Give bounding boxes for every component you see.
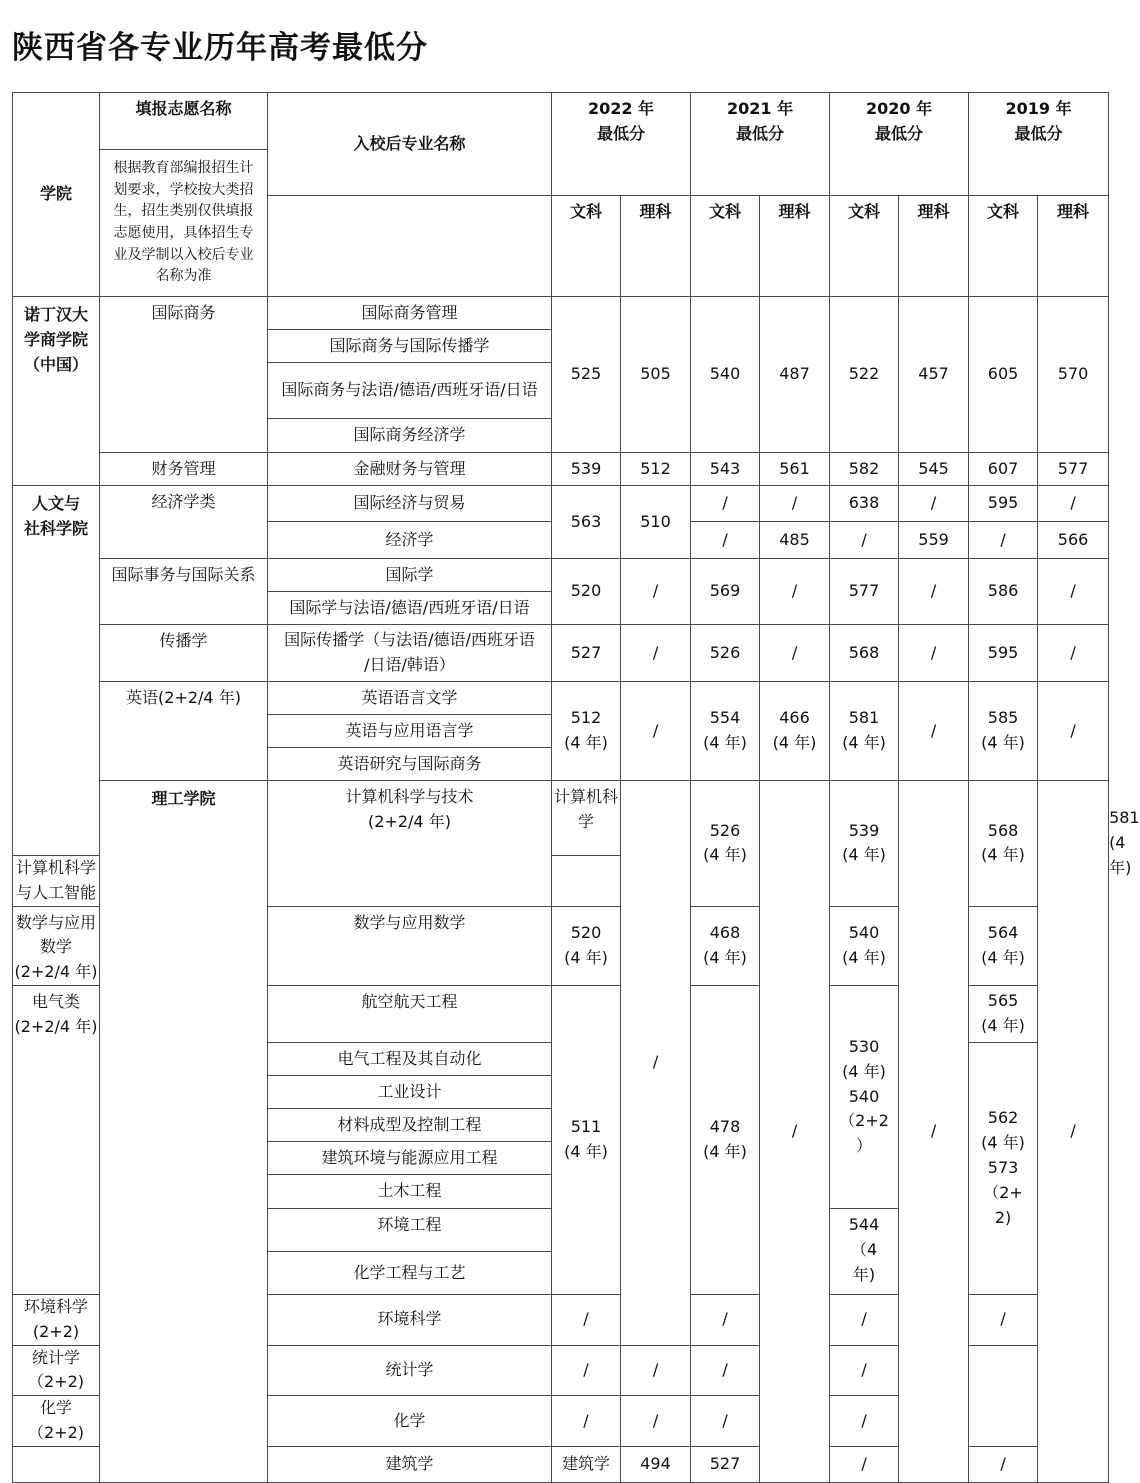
score-cell: /: [1038, 781, 1109, 1483]
major-ec2: 经济学: [268, 522, 552, 559]
major-ia1: 国际学: [268, 559, 552, 592]
score-cell: 585 (4 年): [969, 682, 1038, 781]
score-cell: 605: [969, 297, 1038, 453]
header-year-2021: 2021 年 最低分: [691, 93, 830, 196]
score-cell: /: [760, 486, 830, 522]
score-cell: /: [1038, 625, 1109, 682]
score-cell: 485: [760, 522, 830, 559]
score-cell: /: [830, 1345, 899, 1396]
score-cell: 570: [1038, 297, 1109, 453]
score-cell: 527: [552, 625, 621, 682]
score-cell: 559: [899, 522, 969, 559]
major-ch1: 化学: [268, 1396, 552, 1447]
score-cell: 595: [969, 486, 1038, 522]
group-ee: 电气类 (2+2/4 年): [13, 985, 100, 1294]
college-se: 理工学院: [100, 781, 268, 1483]
major-en1: 英语语言文学: [268, 682, 552, 715]
score-cell: /: [621, 625, 691, 682]
score-cell: /: [830, 522, 899, 559]
score-cell: 526 (4 年): [691, 781, 760, 907]
major-ar1: 建筑学: [552, 1446, 621, 1482]
header-major-after: 入校后专业名称: [268, 93, 552, 196]
major-ma1: 数学与应用数学: [268, 906, 552, 985]
score-cell: 512 (4 年): [552, 682, 621, 781]
major-ee8: 化学工程与工艺: [268, 1251, 552, 1294]
score-cell: 527: [691, 1446, 760, 1482]
score-cell: 577: [1038, 453, 1109, 486]
score-cell: 543: [691, 453, 760, 486]
score-cell: /: [899, 559, 969, 625]
score-cell: 561: [760, 453, 830, 486]
major-fm1: 金融财务与管理: [268, 453, 552, 486]
score-cell: /: [552, 1396, 621, 1447]
major-es1: 环境科学: [268, 1294, 552, 1345]
score-cell: /: [621, 1345, 691, 1396]
score-cell: 569: [691, 559, 760, 625]
score-cell: 539: [552, 453, 621, 486]
score-cell: /: [899, 781, 969, 1483]
major-ee1: 航空航天工程: [268, 985, 552, 1042]
major-en3: 英语研究与国际商务: [268, 748, 552, 781]
score-cell: /: [621, 1396, 691, 1447]
score-cell: 512: [621, 453, 691, 486]
score-cell: 540 (4 年): [830, 906, 899, 985]
score-cell: 566: [1038, 522, 1109, 559]
score-cell: 595: [969, 625, 1038, 682]
group-eng: 英语(2+2/4 年): [100, 682, 268, 781]
group-cs: 计算机科学与技术 (2+2/4 年): [268, 781, 552, 907]
score-cell: /: [1038, 559, 1109, 625]
major-ee2: 电气工程及其自动化: [268, 1042, 552, 1075]
major-ib1: 国际商务管理: [268, 297, 552, 330]
major-ee7: 环境工程: [268, 1208, 552, 1251]
group-math: 数学与应用数学 (2+2/4 年): [13, 906, 100, 985]
header-li: 理科: [760, 196, 830, 297]
score-cell: 525: [552, 297, 621, 453]
major-ib2: 国际商务与国际传播学: [268, 330, 552, 363]
score-cell: 562 (4 年) 573 （2+ 2): [969, 1042, 1038, 1294]
score-table: 学院 填报志愿名称 入校后专业名称 2022 年 最低分 2021 年 最低分 2020 年 最低分 2019 年 最低分 根据教育部编报招生计划要求，学校按大类招生，招生类别仅供填报志愿使用，具体招生专业及学制以入校后专业名称为准 文科 理科 文科 理科 文科 理科 文科 理科 诺丁汉大 学商学院 （中国） 国际商务 国际商务管理 525 505 540 487 522 457 605 570 国际商务与国际传播学 国际商务与法语/德语/西班牙语/日语 国际商务经济学 财务管理 金融财务与管理 539 512 543 561 582 545 607 577 人文与 社科学院 经济学类 国际经济与贸易 563 510 / / 638 / 595 / 经济学 / 485 / 559 / 566 国际事务与国际关系 国际学 520 / 569 / 577 / 586 / 国际学与法语/德语/西班牙语/日语 传播学 国际传播学（与法语/德语/西班牙语 /日语/韩语） 527 / 526 / 568 / 595 / 英语(2+2/4 年) 英语语言文学 512 (4 年) / 554 (4 年) 466 (4 年) 581 (4 年) / 585 (4 年) / 英语与应用语言学 英语研究与国际商务 理工学院 计算机科学与技术 (2+2/4 年) 计算机科学 / 526 (4 年) / 539 (4 年) / 568 (4 年) / 581 (4 年) 计算机科学与人工智能 数学与应用数学 (2+2/4 年) 数学与应用数学 520 (4 年) 468 (4 年) 540 (4 年) 564 (4 年) 电气类 (2+2/4 年) 航空航天工程 511 (4 年) 478 (4 年) 530 (4 年) 540 （2+2 ） 565 (4 年) 电气工程及其自动化 562 (4 年) 573 （2+ 2) 工业设计 材料成型及控制工程 建筑环境与能源应用工程 土木工程 环境工程 544 （4 年) 化学工程与工艺 环境科学(2+2) 环境科学 / / / / 统计学（2+2) 统计学 / / / / 化学（2+2) 化学 / / / / 建筑学 建筑学 494 527 / /: [12, 92, 1109, 1483]
header-blank: [268, 196, 552, 297]
page-title: 陕西省各专业历年高考最低分: [12, 30, 428, 66]
score-cell: 520 (4 年): [552, 906, 621, 985]
score-cell: 487: [760, 297, 830, 453]
score-cell: 586: [969, 559, 1038, 625]
score-cell: 457: [899, 297, 969, 453]
group-stat: 统计学（2+2): [13, 1345, 100, 1396]
score-cell: 568 (4 年): [969, 781, 1038, 907]
score-cell: 510: [621, 486, 691, 559]
group-arch: 建筑学: [268, 1446, 552, 1482]
header-wen: 文科: [830, 196, 899, 297]
score-cell: 522: [830, 297, 899, 453]
score-cell: 478 (4 年): [691, 985, 760, 1294]
score-cell: /: [830, 1294, 899, 1345]
score-cell: 565 (4 年): [969, 985, 1038, 1042]
header-apply-name: 填报志愿名称: [100, 93, 268, 150]
header-wen: 文科: [691, 196, 760, 297]
score-cell: /: [760, 559, 830, 625]
score-cell: /: [899, 625, 969, 682]
group-fm: 财务管理: [100, 453, 268, 486]
major-ib4: 国际商务经济学: [268, 419, 552, 453]
score-cell: /: [1038, 486, 1109, 522]
score-cell: 607: [969, 453, 1038, 486]
major-ee3: 工业设计: [268, 1075, 552, 1108]
score-cell: /: [760, 625, 830, 682]
score-cell: /: [969, 522, 1038, 559]
score-cell: 638: [830, 486, 899, 522]
header-li: 理科: [621, 196, 691, 297]
header-li: 理科: [1038, 196, 1109, 297]
score-cell: 539 (4 年): [830, 781, 899, 907]
score-cell: /: [1038, 682, 1109, 781]
major-ee4: 材料成型及控制工程: [268, 1108, 552, 1141]
score-cell: 582: [830, 453, 899, 486]
header-li: 理科: [899, 196, 969, 297]
group-econ: 经济学类: [100, 486, 268, 559]
score-cell: 544 （4 年): [830, 1208, 899, 1294]
group-iair: 国际事务与国际关系: [100, 559, 268, 625]
score-cell: /: [691, 1396, 760, 1447]
score-cell: /: [760, 781, 830, 1483]
score-cell: /: [691, 522, 760, 559]
major-cs2: 计算机科学与人工智能: [13, 856, 100, 907]
major-st1: 统计学: [268, 1345, 552, 1396]
score-cell: 564 (4 年): [969, 906, 1038, 985]
college-nbs: 诺丁汉大 学商学院 （中国）: [13, 297, 100, 486]
header-year-2020: 2020 年 最低分: [830, 93, 969, 196]
group-comm: 传播学: [100, 625, 268, 682]
major-cm1: 国际传播学（与法语/德语/西班牙语 /日语/韩语）: [268, 625, 552, 682]
header-college: 学院: [13, 93, 100, 297]
score-cell: 545: [899, 453, 969, 486]
score-cell: /: [969, 1446, 1038, 1482]
score-cell: 530 (4 年) 540 （2+2 ）: [830, 985, 899, 1208]
header-note: 根据教育部编报招生计划要求，学校按大类招生，招生类别仅供填报志愿使用，具体招生专业及学制以入校后专业名称为准: [100, 150, 268, 297]
score-cell: 468 (4 年): [691, 906, 760, 985]
score-cell: 526: [691, 625, 760, 682]
score-cell: /: [552, 1345, 621, 1396]
header-wen: 文科: [969, 196, 1038, 297]
major-en2: 英语与应用语言学: [268, 715, 552, 748]
group-ib: 国际商务: [100, 297, 268, 453]
score-cell: /: [621, 781, 691, 1346]
score-cell: /: [691, 1294, 760, 1345]
header-wen: 文科: [552, 196, 621, 297]
score-cell: /: [552, 1294, 621, 1345]
score-cell: /: [621, 559, 691, 625]
score-cell: /: [691, 1345, 760, 1396]
group-chem: 化学（2+2): [13, 1396, 100, 1447]
major-ee5: 建筑环境与能源应用工程: [268, 1141, 552, 1174]
score-cell: 505: [621, 297, 691, 453]
score-cell: 563: [552, 486, 621, 559]
score-cell: 581 (4 年): [830, 682, 899, 781]
score-cell: /: [899, 682, 969, 781]
blank-cell: [13, 1446, 100, 1482]
score-cell: /: [969, 1294, 1038, 1345]
major-ia2: 国际学与法语/德语/西班牙语/日语: [268, 592, 552, 625]
major-cs1: 计算机科学: [552, 781, 621, 856]
score-cell: 494: [621, 1446, 691, 1482]
major-ib3: 国际商务与法语/德语/西班牙语/日语: [268, 363, 552, 419]
major-ec1: 国际经济与贸易: [268, 486, 552, 522]
score-cell: 568: [830, 625, 899, 682]
score-cell: 466 (4 年): [760, 682, 830, 781]
major-ee6: 土木工程: [268, 1174, 552, 1208]
college-hss: 人文与 社科学院: [13, 486, 100, 856]
group-envsci: 环境科学(2+2): [13, 1294, 100, 1345]
score-cell: 511 (4 年): [552, 985, 621, 1294]
score-cell: 577: [830, 559, 899, 625]
score-cell: /: [621, 682, 691, 781]
score-cell: /: [830, 1446, 899, 1482]
score-cell: 520: [552, 559, 621, 625]
score-cell: /: [830, 1396, 899, 1447]
score-cell: /: [691, 486, 760, 522]
score-cell: 540: [691, 297, 760, 453]
header-year-2022: 2022 年 最低分: [552, 93, 691, 196]
score-cell: /: [899, 486, 969, 522]
score-cell: 554 (4 年): [691, 682, 760, 781]
header-year-2019: 2019 年 最低分: [969, 93, 1109, 196]
